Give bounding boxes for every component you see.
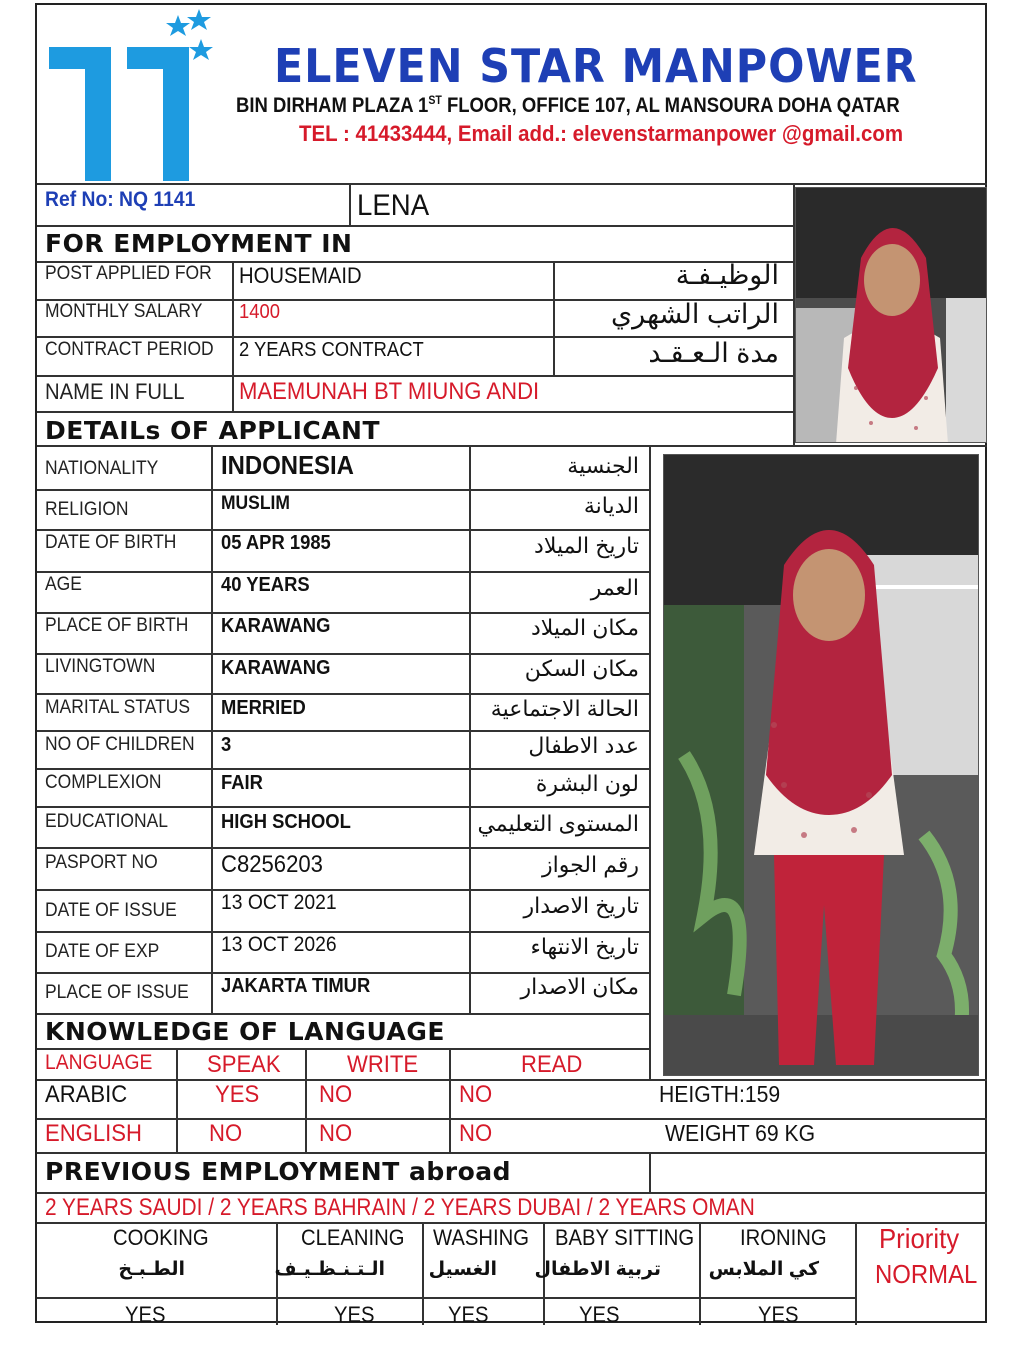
issue-place-label: PLACE OF ISSUE: [45, 982, 189, 1003]
education-arabic: المستوى التعليمي: [477, 811, 639, 836]
priority-value: NORMAL: [875, 1259, 978, 1289]
company-address: [236, 93, 900, 118]
issue-date-value: 13 OCT 2021: [221, 891, 337, 914]
skill-ironing-value: YES: [758, 1302, 799, 1327]
education-label: EDUCATIONAL: [45, 811, 169, 832]
livingtown-value: KARAWANG: [221, 657, 331, 679]
language-header: LANGUAGE: [45, 1051, 153, 1074]
skill-ironing-arabic: كي الملابس: [708, 1259, 819, 1280]
dob-label: DATE OF BIRTH: [45, 532, 177, 553]
issue-place-arabic: مكان الاصدار: [520, 974, 639, 999]
skill-babysitting-label: BABY SITTING: [555, 1225, 695, 1250]
height-value: HEIGTH:159: [659, 1081, 781, 1107]
education-value: HIGH SCHOOL: [221, 811, 351, 833]
address-text-1: BIN DIRHAM PLAZA 1: [236, 94, 429, 117]
english-read: NO: [459, 1120, 493, 1147]
arabic-language: ARABIC: [45, 1081, 128, 1108]
company-logo: [45, 7, 220, 182]
priority-label: Priority: [879, 1223, 960, 1254]
applicant-short-name: LENA: [357, 189, 430, 222]
ref-number: Ref No: NQ 1141: [45, 188, 196, 211]
contract-value: 2 YEARS CONTRACT: [239, 339, 424, 361]
skill-cooking-label: COOKING: [113, 1225, 209, 1250]
skill-babysitting-arabic: تربية الاطفال: [534, 1259, 661, 1280]
applicant-photo-full: [663, 454, 979, 1076]
details-section-title: DETAILs OF APPLICANT: [45, 416, 381, 445]
speak-header: SPEAK: [207, 1051, 281, 1078]
post-applied-value: HOUSEMAID: [239, 263, 362, 288]
exp-date-arabic: تاريخ الانتهاء: [530, 934, 639, 959]
age-arabic: العمر: [590, 575, 639, 600]
age-label: AGE: [45, 574, 82, 595]
dob-arabic: تاريخ الميلاد: [534, 533, 639, 558]
skill-washing-arabic: الغسيل: [428, 1259, 497, 1280]
nationality-value: INDONESIA: [221, 450, 354, 480]
religion-arabic: الديانة: [583, 493, 639, 518]
salary-label: MONTHLY SALARY: [45, 301, 203, 322]
passport-label: PASPORT NO: [45, 852, 158, 873]
pob-value: KARAWANG: [221, 615, 331, 637]
salary-arabic: الراتب الشهري: [611, 299, 779, 329]
company-name: ELEVEN STAR MANPOWER: [274, 39, 918, 93]
pob-label: PLACE OF BIRTH: [45, 615, 189, 636]
passport-arabic: رقم الجواز: [541, 852, 639, 877]
english-write: NO: [319, 1120, 353, 1147]
skill-cleaning-label: CLEANING: [301, 1225, 405, 1250]
arabic-read: NO: [459, 1081, 493, 1108]
complexion-value: FAIR: [221, 772, 263, 794]
issue-date-arabic: تاريخ الاصدار: [523, 893, 639, 918]
skill-cooking-arabic: الطـبـخ: [118, 1259, 185, 1280]
livingtown-arabic: مكان السكن: [524, 656, 639, 681]
applicant-photo-portrait: [795, 187, 987, 443]
weight-value: WEIGHT 69 KG: [665, 1120, 816, 1146]
previous-title-bold: PREVIOUS EMPLOYMENT: [45, 1157, 400, 1186]
religion-label: RELIGION: [45, 499, 129, 520]
pob-arabic: مكان الميلاد: [530, 615, 639, 640]
arabic-speak: YES: [215, 1081, 260, 1108]
write-header: WRITE: [347, 1051, 419, 1078]
address-sup: ST: [428, 93, 442, 107]
address-text-2: FLOOR, OFFICE 107, AL MANSOURA DOHA QATAR: [441, 94, 900, 117]
language-section-title: KNOWLEDGE OF LANGUAGE: [45, 1017, 445, 1046]
full-name-value: MAEMUNAH BT MIUNG ANDI: [239, 378, 540, 405]
english-language: ENGLISH: [45, 1120, 142, 1147]
skill-ironing-label: IRONING: [740, 1225, 827, 1250]
complexion-arabic: لون البشرة: [535, 771, 639, 796]
arabic-write: NO: [319, 1081, 353, 1108]
skill-washing-value: YES: [448, 1302, 489, 1327]
previous-employment-title: [45, 1157, 511, 1186]
complexion-label: COMPLEXION: [45, 772, 162, 793]
previous-title-rest: abroad: [399, 1157, 512, 1186]
read-header: READ: [521, 1051, 583, 1078]
skill-cooking-value: YES: [125, 1302, 166, 1327]
children-value: 3: [221, 734, 232, 756]
age-value: 40 YEARS: [221, 574, 310, 596]
dob-value: 05 APR 1985: [221, 532, 331, 554]
previous-employment-detail: 2 YEARS SAUDI / 2 YEARS BAHRAIN / 2 YEARS DUBAI / 2 YEARS OMAN: [45, 1194, 755, 1221]
company-contact: TEL : 41433444, Email add.: elevenstarmanpower @gmail.com: [299, 121, 904, 146]
salary-value: 1400: [239, 301, 280, 323]
employment-section-title: FOR EMPLOYMENT IN: [45, 229, 353, 258]
post-applied-label: POST APPLIED FOR: [45, 263, 212, 284]
issue-date-label: DATE OF ISSUE: [45, 900, 177, 921]
marital-value: MERRIED: [221, 697, 306, 719]
livingtown-label: LIVINGTOWN: [45, 656, 156, 677]
religion-value: MUSLIM: [221, 493, 290, 514]
nationality-arabic: الجنسية: [567, 453, 639, 478]
contract-arabic: مدة الـعـقـد: [648, 338, 779, 368]
marital-arabic: الحالة الاجتماعية: [490, 696, 639, 721]
issue-place-value: JAKARTA TIMUR: [221, 975, 371, 997]
contract-label: CONTRACT PERIOD: [45, 339, 214, 360]
passport-value: C8256203: [221, 851, 323, 878]
skill-cleaning-arabic: الـتـنـظـيـف: [274, 1259, 385, 1280]
skill-cleaning-value: YES: [334, 1302, 375, 1327]
skill-washing-label: WASHING: [433, 1225, 529, 1250]
exp-date-label: DATE OF EXP: [45, 941, 160, 962]
cv-document: [35, 3, 987, 1327]
children-label: NO OF CHILDREN: [45, 734, 195, 755]
marital-label: MARITAL STATUS: [45, 697, 191, 718]
children-arabic: عدد الاطفال: [528, 733, 639, 758]
post-applied-arabic: الوظيـفـة: [675, 260, 779, 290]
exp-date-value: 13 OCT 2026: [221, 933, 337, 956]
nationality-label: NATIONALITY: [45, 458, 159, 479]
english-speak: NO: [209, 1120, 243, 1147]
skill-babysitting-value: YES: [579, 1302, 620, 1327]
full-name-label: NAME IN FULL: [45, 379, 185, 404]
